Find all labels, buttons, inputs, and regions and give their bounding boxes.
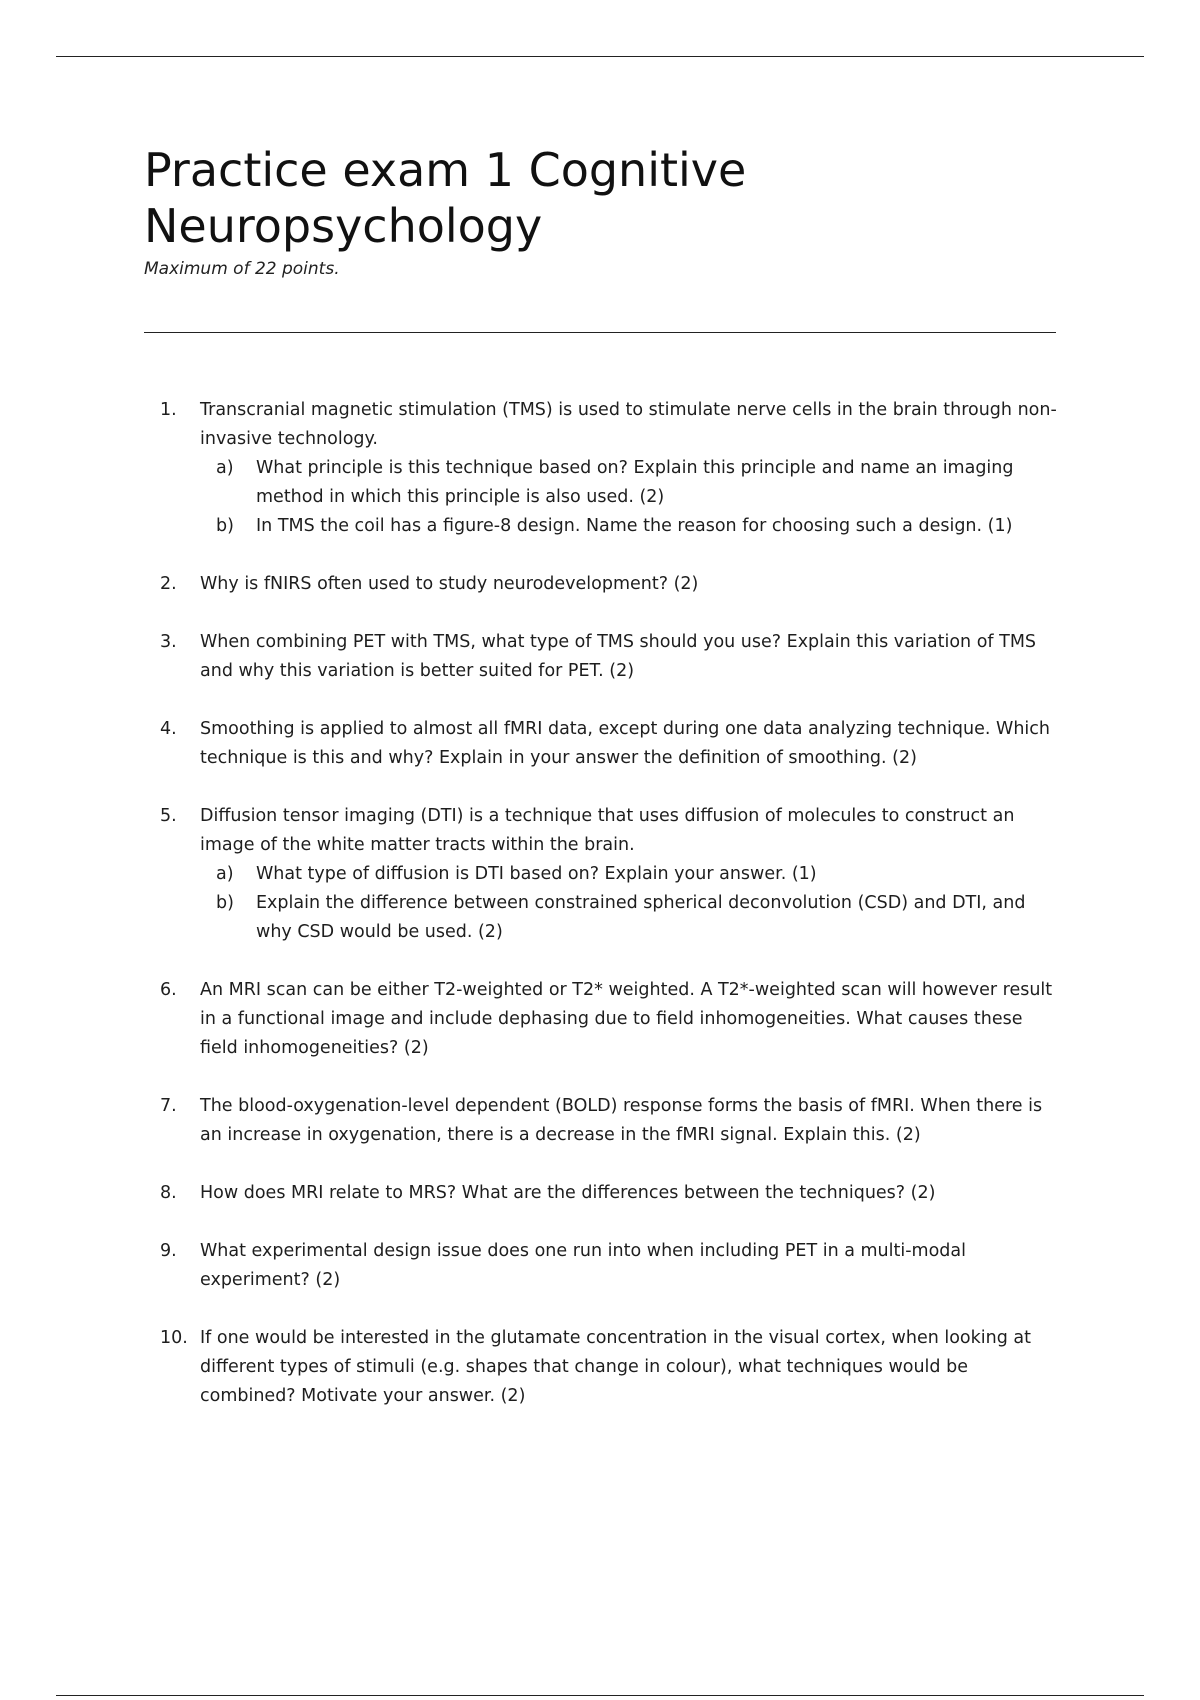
question-6 bbox=[160, 976, 1060, 1063]
question-number: 10. bbox=[160, 1328, 188, 1348]
question-number: 2. bbox=[160, 574, 177, 594]
question-number: 1. bbox=[160, 400, 177, 420]
sub-question-text: In TMS the coil has a figure-8 design. Name the reason for choosing such a design. (1) bbox=[256, 516, 1013, 536]
question-text: When combining PET with TMS, what type of TMS should you use? Explain this variation of TMS and why this variation is better suited for PET. (2) bbox=[200, 632, 1037, 681]
sub-question-text: Explain the difference between constrained spherical deconvolution (CSD) and DTI, and why CSD would be used. (2) bbox=[256, 893, 1026, 942]
question-10 bbox=[160, 1324, 1060, 1411]
question-text: If one would be interested in the glutamate concentration in the visual cortex, when looking at different types of stimuli (e.g. shapes that change in colour), what techniques would be combined? Motivate your answer. (2) bbox=[200, 1328, 1031, 1406]
question-number: 8. bbox=[160, 1183, 177, 1203]
question-text: How does MRI relate to MRS? What are the differences between the techniques? (2) bbox=[200, 1183, 936, 1203]
question-text: Why is fNIRS often used to study neurodevelopment? (2) bbox=[200, 574, 699, 594]
question-5 bbox=[160, 802, 1060, 947]
question-text: Diffusion tensor imaging (DTI) is a technique that uses diffusion of molecules to construct an image of the white matter tracts within the brain. bbox=[200, 806, 1015, 855]
question-number: 3. bbox=[160, 632, 177, 652]
sub-question-label: a) bbox=[216, 458, 234, 478]
question-number: 7. bbox=[160, 1096, 177, 1116]
sub-question-5a bbox=[216, 860, 1060, 889]
document-subtitle: Maximum of 22 points. bbox=[144, 259, 340, 279]
document-header bbox=[144, 142, 824, 280]
sub-question-5b bbox=[216, 889, 1060, 947]
question-text: Transcranial magnetic stimulation (TMS) is used to stimulate nerve cells in the brain through non-invasive technology. bbox=[200, 400, 1057, 449]
title-divider bbox=[144, 332, 1056, 333]
sub-question-1a bbox=[216, 454, 1060, 512]
question-4 bbox=[160, 715, 1060, 773]
question-3 bbox=[160, 628, 1060, 686]
sub-question-text: What principle is this technique based on? Explain this principle and name an imaging method in which this principle is also used. (2) bbox=[256, 458, 1014, 507]
page-top-rule bbox=[56, 56, 1144, 57]
question-text: The blood-oxygenation-level dependent (BOLD) response forms the basis of fMRI. When there is an increase in oxygenation, there is a decrease in the fMRI signal. Explain this. (2) bbox=[200, 1096, 1043, 1145]
document-title: Practice exam 1 Cognitive Neuropsychology bbox=[144, 143, 747, 253]
question-2 bbox=[160, 570, 1060, 599]
sub-question-label: b) bbox=[216, 893, 234, 913]
question-text: Smoothing is applied to almost all fMRI data, except during one data analyzing technique. Which technique is this and why? Explain in your answer the definition of smoothing. (2) bbox=[200, 719, 1050, 768]
question-list bbox=[160, 396, 1060, 1440]
question-text: An MRI scan can be either T2-weighted or T2* weighted. A T2*-weighted scan will however result in a functional image and include dephasing due to field inhomogeneities. What causes these field inhomogeneities? (2) bbox=[200, 980, 1053, 1058]
sub-question-label: a) bbox=[216, 864, 234, 884]
question-7 bbox=[160, 1092, 1060, 1150]
question-8 bbox=[160, 1179, 1060, 1208]
question-number: 9. bbox=[160, 1241, 177, 1261]
question-number: 5. bbox=[160, 806, 177, 826]
question-9 bbox=[160, 1237, 1060, 1295]
page-bottom-rule bbox=[56, 1695, 1144, 1696]
question-text: What experimental design issue does one run into when including PET in a multi-modal experiment? (2) bbox=[200, 1241, 966, 1290]
sub-question-text: What type of diffusion is DTI based on? Explain your answer. (1) bbox=[256, 864, 817, 884]
sub-question-1b bbox=[216, 512, 1060, 541]
sub-question-label: b) bbox=[216, 516, 234, 536]
question-1 bbox=[160, 396, 1060, 541]
question-number: 4. bbox=[160, 719, 177, 739]
question-number: 6. bbox=[160, 980, 177, 1000]
